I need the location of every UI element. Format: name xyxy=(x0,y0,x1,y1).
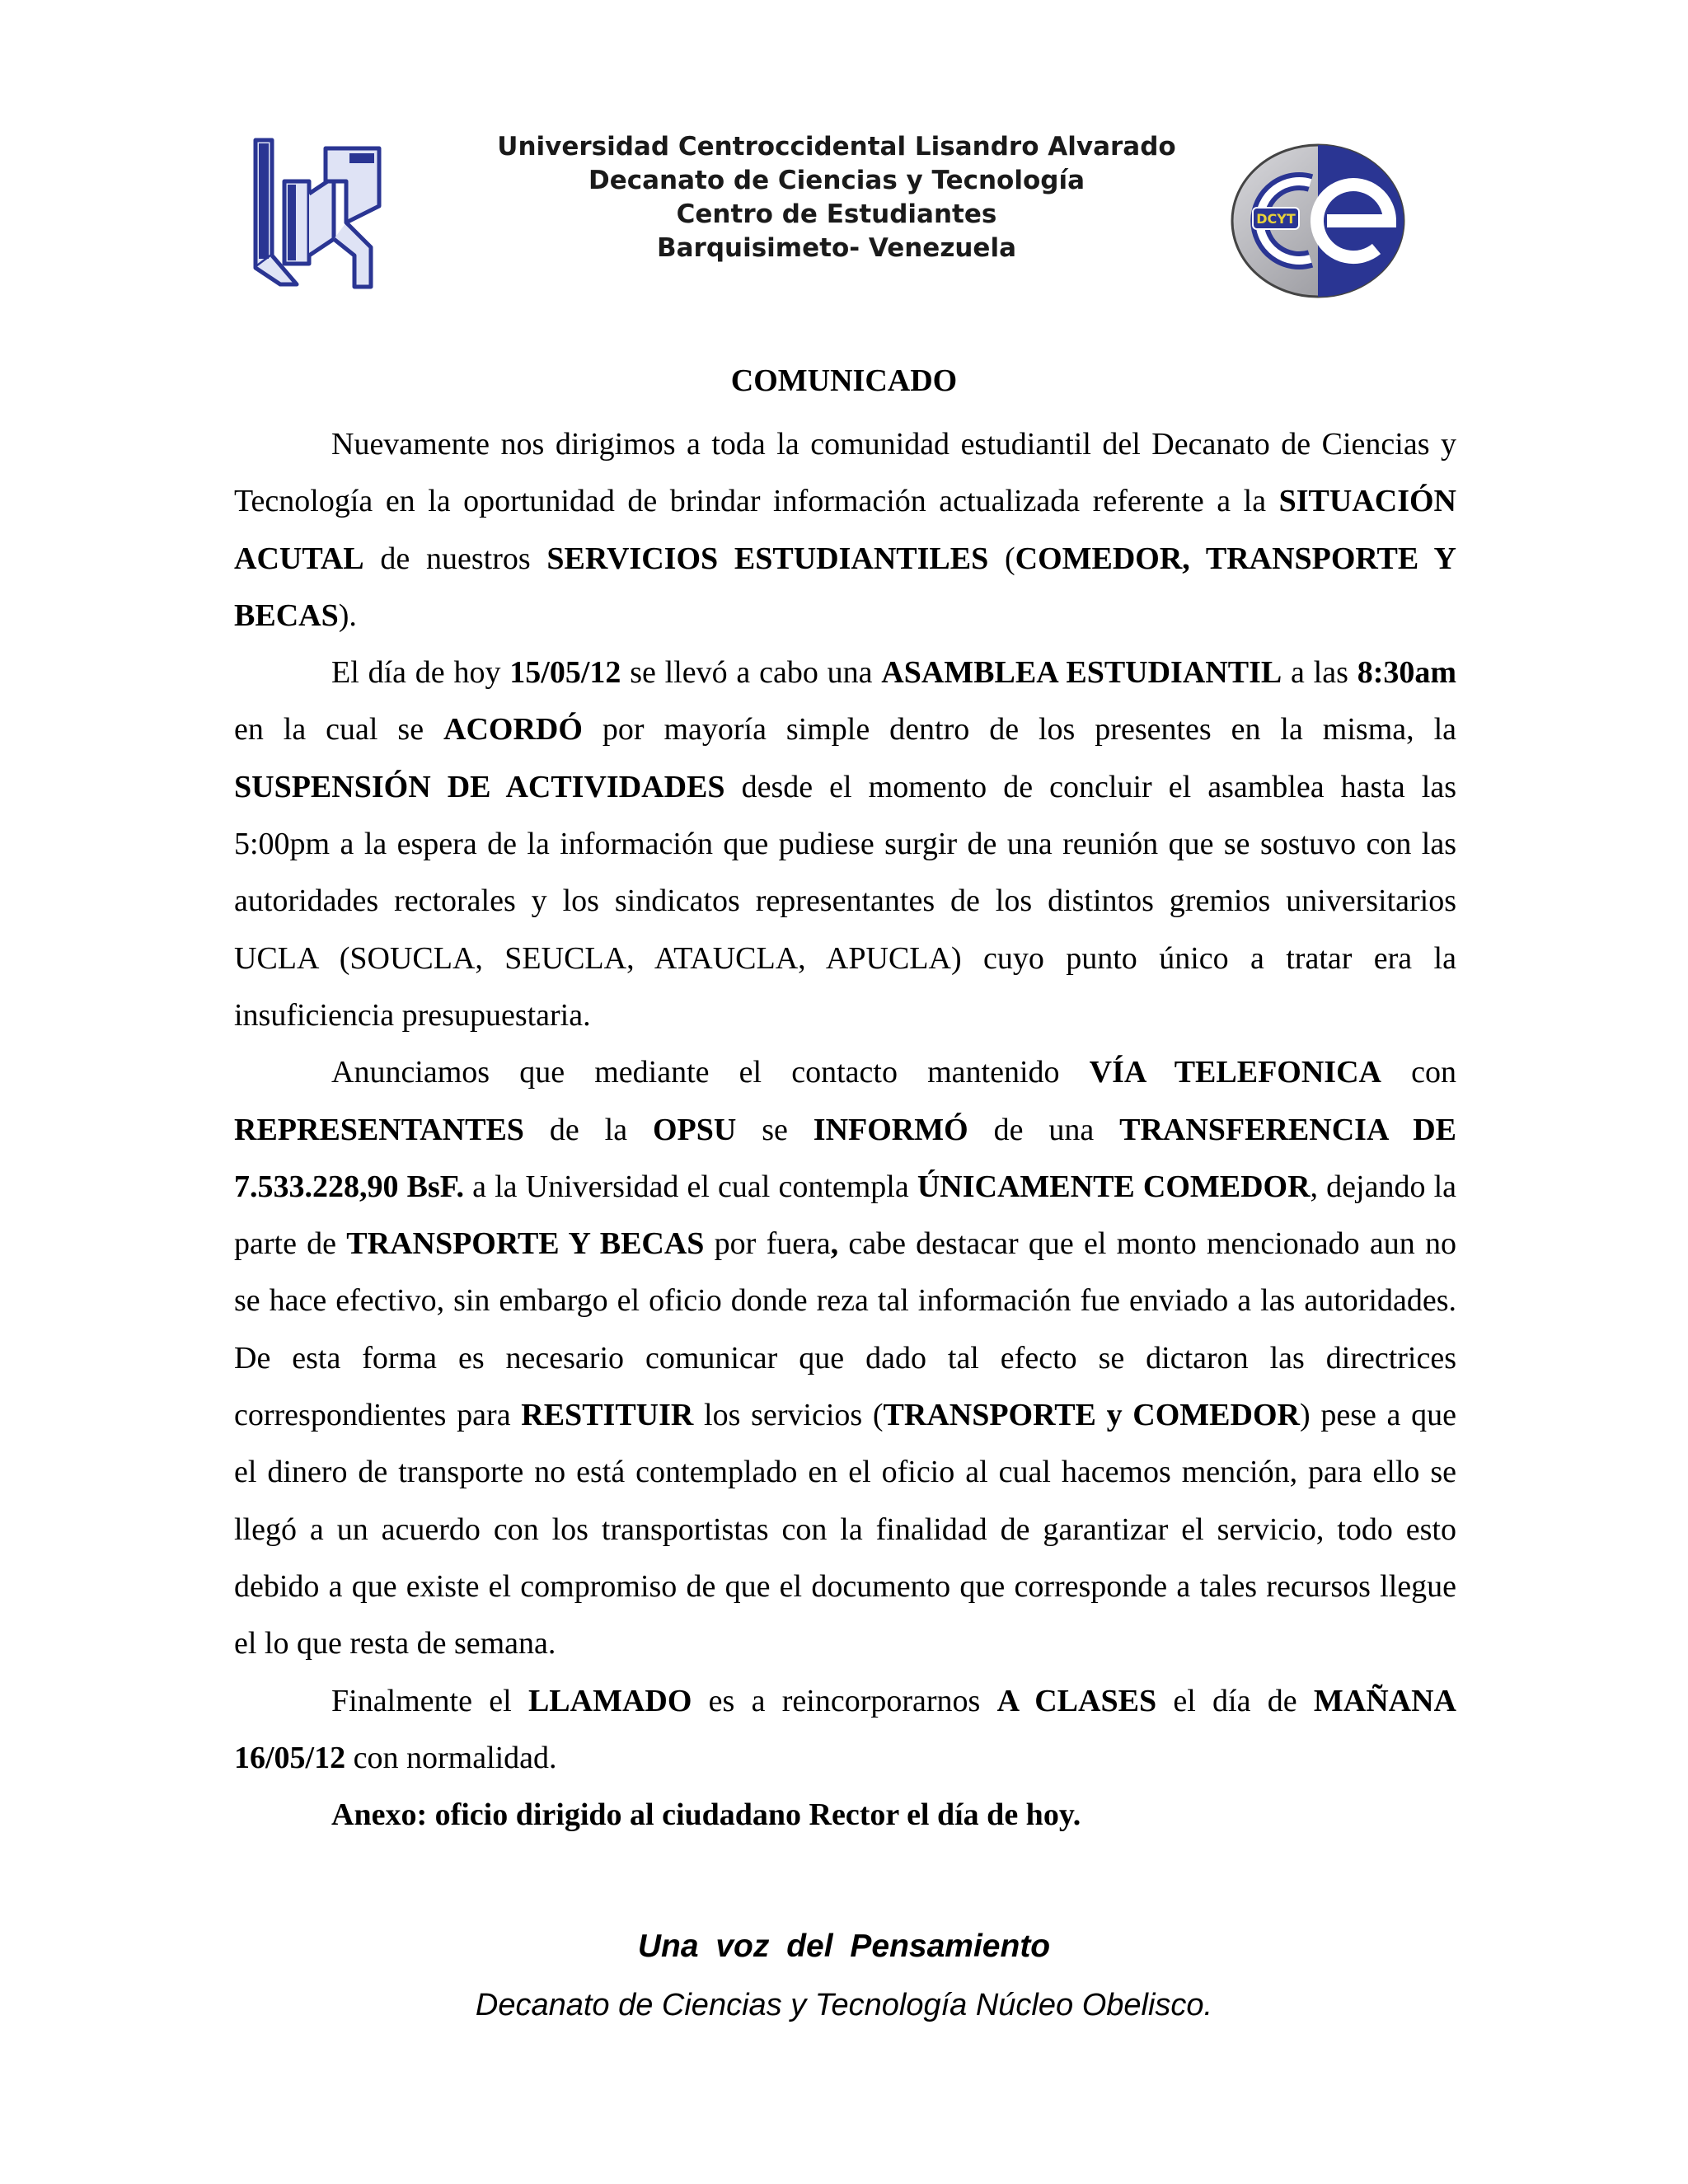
document-body xyxy=(234,416,1456,1844)
bold-run: SERVICIOS ESTUDIANTILES xyxy=(546,541,989,576)
text-run: ). xyxy=(338,598,357,633)
bold-run: VÍA TELEFONICA xyxy=(1089,1055,1381,1090)
header-location: Barquisimeto- Venezuela xyxy=(657,233,1016,263)
annex-note: Anexo: oficio dirigido al ciudadano Rector el día de hoy. xyxy=(331,1797,1081,1833)
bold-run: INFORMÓ xyxy=(813,1112,968,1147)
bold-run: A CLASES xyxy=(996,1683,1157,1718)
text-run: en la cual se xyxy=(234,712,444,748)
footer-slogan: Una voz del Pensamiento xyxy=(637,1929,1051,1964)
text-run: se xyxy=(736,1112,814,1147)
bold-run: SITUACIÓN ACUTAL xyxy=(234,484,1456,576)
text-run: desde el momento de concluir el asamblea hasta las 5:00pm a la espera de la información que pudiese surgir de una reunión que se sostuvo con las autoridades rectorales y los sindicatos representantes de los distintos gremios universitarios UCLA (SOUCLA, SEUCLA, ATAUCLA, APUCLA) cuyo punto único a tratar era la insuficiencia presupuestaria. xyxy=(234,769,1456,1033)
paragraph-transfer xyxy=(234,1044,1456,1672)
text-run: de una xyxy=(968,1112,1120,1147)
bold-run: TRANSPORTE y COMEDOR xyxy=(883,1398,1300,1433)
text-run: los servicios ( xyxy=(693,1398,884,1433)
bold-run: ACORDÓ xyxy=(443,712,583,748)
header-deanery: Decanato de Ciencias y Tecnología xyxy=(588,166,1085,195)
ucla-logo-icon xyxy=(247,132,387,293)
text-run: cabe destacar que el monto mencionado aun no se hace efectivo, sin embargo el oficio donde reza tal información fue enviado a las autoridades. De esta forma es necesario comunicar que dado tal efecto se dictaron las directrices correspondientes para xyxy=(234,1226,1456,1433)
text-run: ( xyxy=(988,541,1015,576)
bold-run: , xyxy=(830,1226,839,1262)
text-run: por mayoría simple dentro de los presentes en la misma, la xyxy=(582,712,1457,748)
text-run: El día de hoy xyxy=(331,655,510,691)
logo-badge-text: DCYT xyxy=(1256,211,1296,227)
text-run: se llevó a cabo una xyxy=(621,655,882,691)
bold-run: SUSPENSIÓN DE ACTIVIDADES xyxy=(234,769,725,804)
header-university: Universidad Centroccidental Lisandro Alvarado xyxy=(497,132,1176,162)
document-title: COMUNICADO xyxy=(730,363,958,398)
text-run: Finalmente el xyxy=(331,1683,528,1718)
text-run: , dejando la parte de xyxy=(234,1169,1457,1262)
text-run: el día de xyxy=(1156,1683,1314,1718)
paragraph-assembly xyxy=(234,644,1456,1044)
text-run: ) pese a que el dinero de transporte no está contemplado en el oficio al cual hacemos mención, para ello se llegó a un acuerdo con los transportistas con la finalidad de garantizar el servicio, todo esto debido a que existe el compromiso de que el documento que corresponde a tales recursos llegue el lo que resta de semana. xyxy=(234,1398,1456,1661)
text-run: a las xyxy=(1282,655,1357,691)
bold-run: 15/05/12 xyxy=(509,655,621,691)
bold-run: 8:30am xyxy=(1357,655,1457,691)
text-run: Anunciamos que mediante el contacto mantenido xyxy=(331,1055,1090,1090)
paragraph-intro xyxy=(234,416,1456,644)
text-run: es a reincorporarnos xyxy=(692,1683,997,1718)
footer-signature: Decanato de Ciencias y Tecnología Núcleo Obelisco. xyxy=(475,1988,1213,2022)
header-student-center: Centro de Estudiantes xyxy=(676,199,997,229)
text-run: con normalidad. xyxy=(345,1740,557,1775)
bold-run: OPSU xyxy=(652,1112,737,1147)
text-run: con xyxy=(1381,1055,1456,1090)
bold-run: REPRESENTANTES xyxy=(234,1112,524,1147)
bold-run: MAÑANA 16/05/12 xyxy=(234,1683,1456,1775)
bold-run: RESTITUIR xyxy=(521,1398,694,1433)
text-run: por fuera xyxy=(704,1226,831,1262)
bold-run: LLAMADO xyxy=(528,1683,692,1718)
text-run: de nuestros xyxy=(363,541,547,576)
bold-run: ASAMBLEA ESTUDIANTIL xyxy=(881,655,1282,691)
institution-header xyxy=(396,130,1278,265)
bold-run: TRANSPORTE Y BECAS xyxy=(346,1226,705,1262)
bold-run: TRANSFERENCIA DE 7.533.228,90 BsF. xyxy=(234,1112,1456,1204)
text-run: de la xyxy=(523,1112,653,1147)
bold-run: ÚNICAMENTE COMEDOR xyxy=(917,1169,1311,1204)
text-run: a la Universidad el cual contempla xyxy=(463,1169,917,1204)
bold-run: COMEDOR, TRANSPORTE Y BECAS xyxy=(234,541,1457,633)
text-run: Nuevamente nos dirigimos a toda la comunidad estudiantil del Decanato de Ciencias y Tecnología en la oportunidad de brindar información actualizada referente a la xyxy=(234,427,1456,519)
paragraph-call xyxy=(234,1673,1456,1788)
